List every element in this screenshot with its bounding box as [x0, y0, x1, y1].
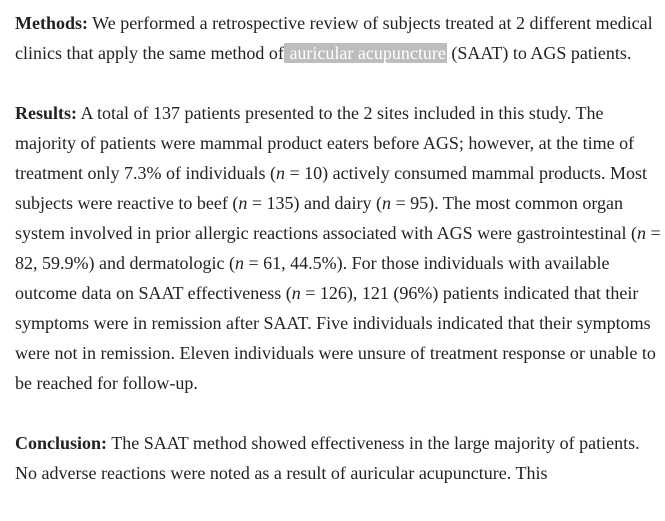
results-text: A total of 137 patients presented to the 2 sites included in this study. The majority of patients were mammal product eaters before AGS; however, at the time of treatment only 7.3% of individuals (	[15, 103, 635, 183]
n-variable: n	[382, 193, 392, 213]
conclusion-heading: Conclusion:	[15, 433, 108, 453]
abstract-content	[15, 8, 665, 518]
results-text: = 135) and dairy (	[247, 193, 383, 213]
methods-paragraph	[15, 8, 665, 68]
n-variable: n	[275, 163, 285, 183]
conclusion-text: The SAAT method showed effectiveness in the large majority of patients. No adverse reactions were noted as a result of auricular acupuncture. This	[15, 433, 640, 483]
n-variable: n	[238, 193, 248, 213]
n-variable: n	[234, 253, 244, 273]
results-text: = 126), 121 (96%) patients indicated that their symptoms were in remission after SAAT. Five individuals indicated that their symptoms were not in remission. Eleven individuals were unsure of treatment response or unable to be reached for follow-up.	[15, 283, 656, 393]
methods-heading: Methods:	[15, 13, 88, 33]
results-text: = 61, 44.5%). For those individuals with available outcome data on SAAT effectiveness (	[15, 253, 610, 303]
results-text: = 95). The most common organ system involved in prior allergic reactions associated with AGS were gastrointestinal (	[15, 193, 638, 243]
results-text: = 10) actively consumed mammal products. Most subjects were reactive to beef (	[15, 163, 648, 213]
results-heading: Results:	[15, 103, 77, 123]
conclusion-paragraph	[15, 428, 665, 488]
results-text: = 82, 59.9%) and dermatologic (	[15, 223, 661, 273]
methods-text-end: (SAAT) to AGS patients.	[446, 43, 632, 63]
n-variable: n	[637, 223, 647, 243]
n-variable: n	[291, 283, 301, 303]
highlighted-term: auricular acupuncture	[284, 43, 446, 63]
methods-text: We performed a retrospective review of subjects treated at 2 different medical clinics that apply the same method of	[15, 13, 653, 63]
results-paragraph	[15, 98, 665, 398]
